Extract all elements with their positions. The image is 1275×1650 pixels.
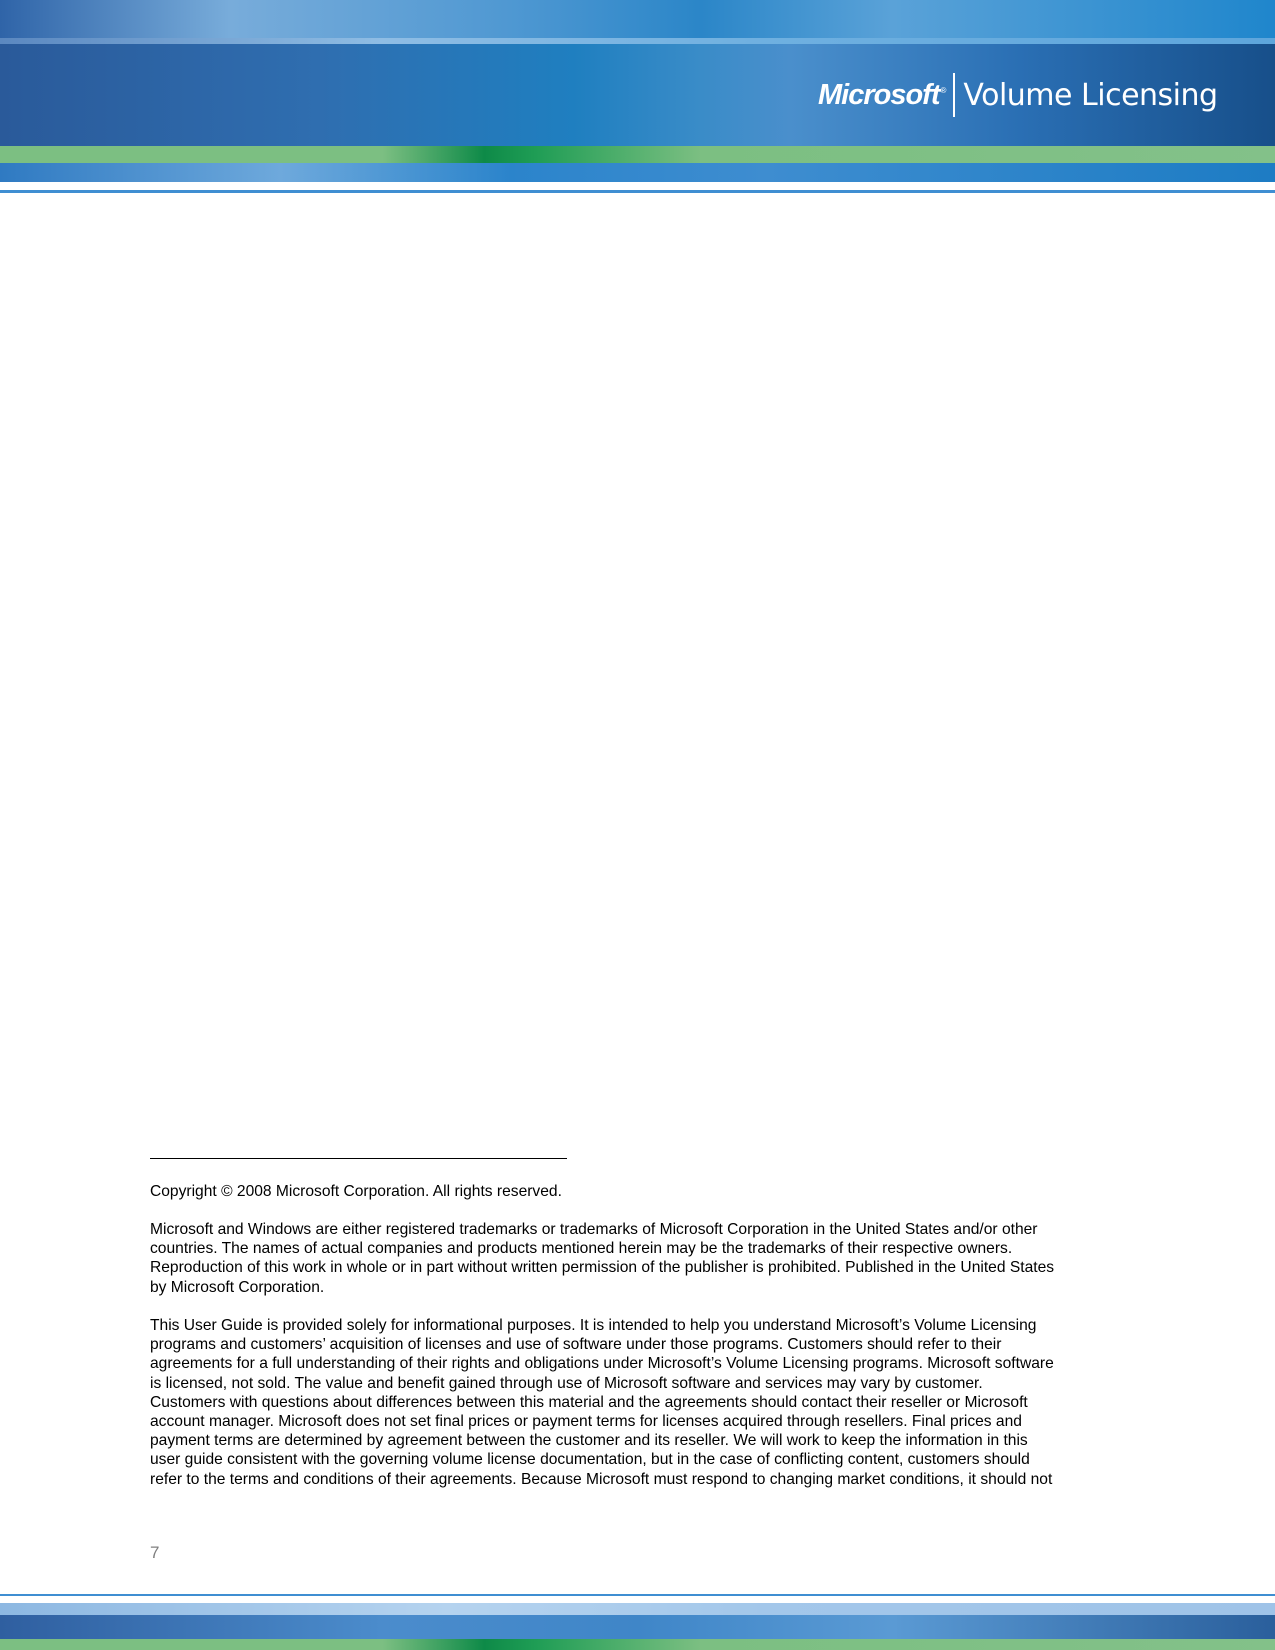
footer-main-band: [0, 1615, 1275, 1639]
header-top-band: [0, 0, 1275, 38]
paragraph-line: Customers with questions about differences between this material and the agreements should contact their reseller or Microsoft: [150, 1393, 1028, 1411]
paragraph-line: by Microsoft Corporation.: [150, 1278, 325, 1296]
paragraph-line: countries. The names of actual companies and products mentioned herein may be the trademarks of their respective owners.: [150, 1240, 1013, 1258]
paragraph-line: Reproduction of this work in whole or in part without written permission of the publisher is prohibited. Published in the United States: [150, 1259, 1055, 1277]
paragraph-line: payment terms are determined by agreement between the customer and its reseller. We will work to keep the information in this: [150, 1432, 1028, 1450]
logo-product: Volume Licensing: [963, 77, 1218, 113]
header-green-band: [0, 146, 1275, 163]
page-header: [0, 0, 1275, 195]
footer-green-band: [0, 1639, 1275, 1650]
paragraph-line: account manager. Microsoft does not set final prices or payment terms for licenses acquired through resellers. Final prices and: [150, 1413, 1022, 1431]
logo-registered-mark: ®: [940, 85, 946, 95]
paragraph-line: user guide consistent with the governing volume license documentation, but in the case of conflicting content, customers should: [150, 1451, 1030, 1469]
paragraph-line: agreements for a full understanding of their rights and obligations under Microsoft’s Volume Licensing programs. Microsoft software: [150, 1355, 1054, 1373]
footer-light-band: [0, 1603, 1275, 1615]
footer-rule-line: [0, 1594, 1275, 1596]
page-number: 7: [150, 1543, 160, 1562]
copyright-notice: Copyright © 2008 Microsoft Corporation. All rights reserved.: [150, 1183, 562, 1200]
header-lower-blue-band: [0, 163, 1275, 182]
paragraph-line: refer to the terms and conditions of their agreements. Because Microsoft must respond to changing market conditions, it should not: [150, 1470, 1053, 1488]
disclaimer-paragraph: [150, 1316, 1130, 1489]
paragraph-line: This User Guide is provided solely for informational purposes. It is intended to help you understand Microsoft’s Volume Licensing: [150, 1317, 1037, 1334]
paragraph-line: Microsoft and Windows are either registered trademarks or trademarks of Microsoft Corporation in the United States and/or other: [150, 1221, 1038, 1238]
microsoft-volume-licensing-logo: [818, 72, 1218, 118]
footnote-separator: [150, 1158, 567, 1159]
paragraph-line: is licensed, not sold. The value and benefit gained through use of Microsoft software and services may vary by customer.: [150, 1374, 983, 1392]
trademark-paragraph: [150, 1220, 1130, 1297]
logo-brand: Microsoft®: [818, 78, 946, 111]
header-rule-line: [0, 190, 1275, 193]
paragraph-line: programs and customers’ acquisition of licenses and use of software under those programs. Customers should refer to their: [150, 1336, 1002, 1354]
logo-divider: [953, 73, 955, 117]
